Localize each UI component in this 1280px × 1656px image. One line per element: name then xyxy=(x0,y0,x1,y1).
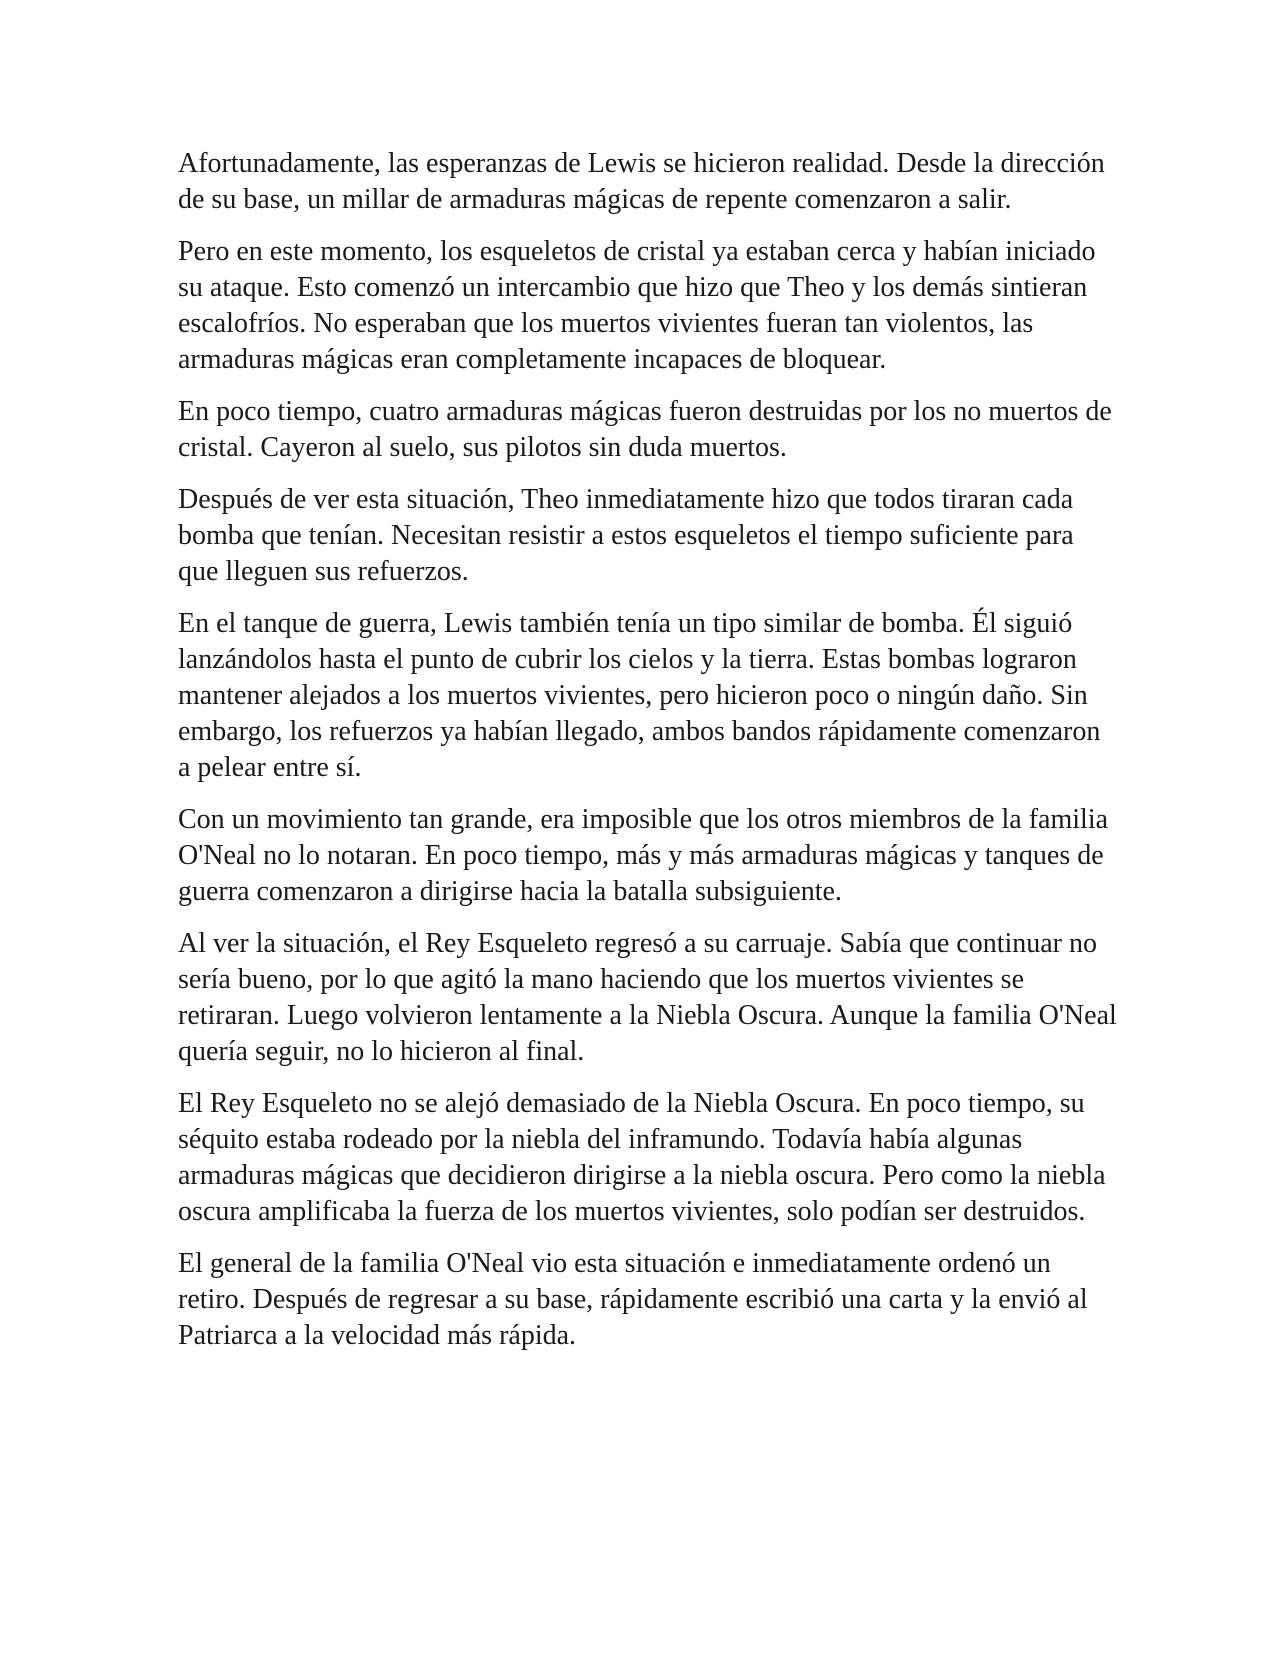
paragraph-1: Afortunadamente, las esperanzas de Lewis se hicieron realidad. Desde la dirección de su base, un millar de armaduras mágicas de repente comenzaron a salir. xyxy=(178,148,1105,215)
paragraph-7: Al ver la situación, el Rey Esqueleto regresó a su carruaje. Sabía que continuar no sería bueno, por lo que agitó la mano haciendo que los muertos vivientes se retiraran. Luego volvieron lentamente a la Niebla Oscura. Aunque la familia O'Neal quería seguir, no lo hicieron al final. xyxy=(178,928,1117,1067)
paragraph-3: En poco tiempo, cuatro armaduras mágicas fueron destruidas por los no muertos de cristal. Cayeron al suelo, sus pilotos sin duda muertos. xyxy=(178,396,1112,463)
paragraph-5: En el tanque de guerra, Lewis también tenía un tipo similar de bomba. Él siguió lanzándolos hasta el punto de cubrir los cielos y la tierra. Estas bombas lograron mantener alejados a los muertos vivientes, pero hicieron poco o ningún daño. Sin embargo, los refuerzos ya habían llegado, ambos bandos rápidamente comenzaron a pelear entre sí. xyxy=(178,608,1101,783)
document-body xyxy=(178,146,1118,1370)
paragraph-8: El Rey Esqueleto no se alejó demasiado de la Niebla Oscura. En poco tiempo, su séquito estaba rodeado por la niebla del inframundo. Todavía había algunas armaduras mágicas que decidieron dirigirse a la niebla oscura. Pero como la niebla oscura amplificaba la fuerza de los muertos vivientes, solo podían ser destruidos. xyxy=(178,1088,1106,1227)
paragraph-4: Después de ver esta situación, Theo inmediatamente hizo que todos tiraran cada bomba que tenían. Necesitan resistir a estos esqueletos el tiempo suficiente para que lleguen sus refuerzos. xyxy=(178,484,1074,587)
paragraph-6: Con un movimiento tan grande, era imposible que los otros miembros de la familia O'Neal no lo notaran. En poco tiempo, más y más armaduras mágicas y tanques de guerra comenzaron a dirigirse hacia la batalla subsiguiente. xyxy=(178,804,1109,907)
paragraph-9: El general de la familia O'Neal vio esta situación e inmediatamente ordenó un retiro. Después de regresar a su base, rápidamente escribió una carta y la envió al Patriarca a la velocidad más rápida. xyxy=(178,1248,1088,1351)
paragraph-2: Pero en este momento, los esqueletos de cristal ya estaban cerca y habían iniciado su ataque. Esto comenzó un intercambio que hizo que Theo y los demás sintieran escalofríos. No esperaban que los muertos vivientes fueran tan violentos, las armaduras mágicas eran completamente incapaces de bloquear. xyxy=(178,236,1096,375)
